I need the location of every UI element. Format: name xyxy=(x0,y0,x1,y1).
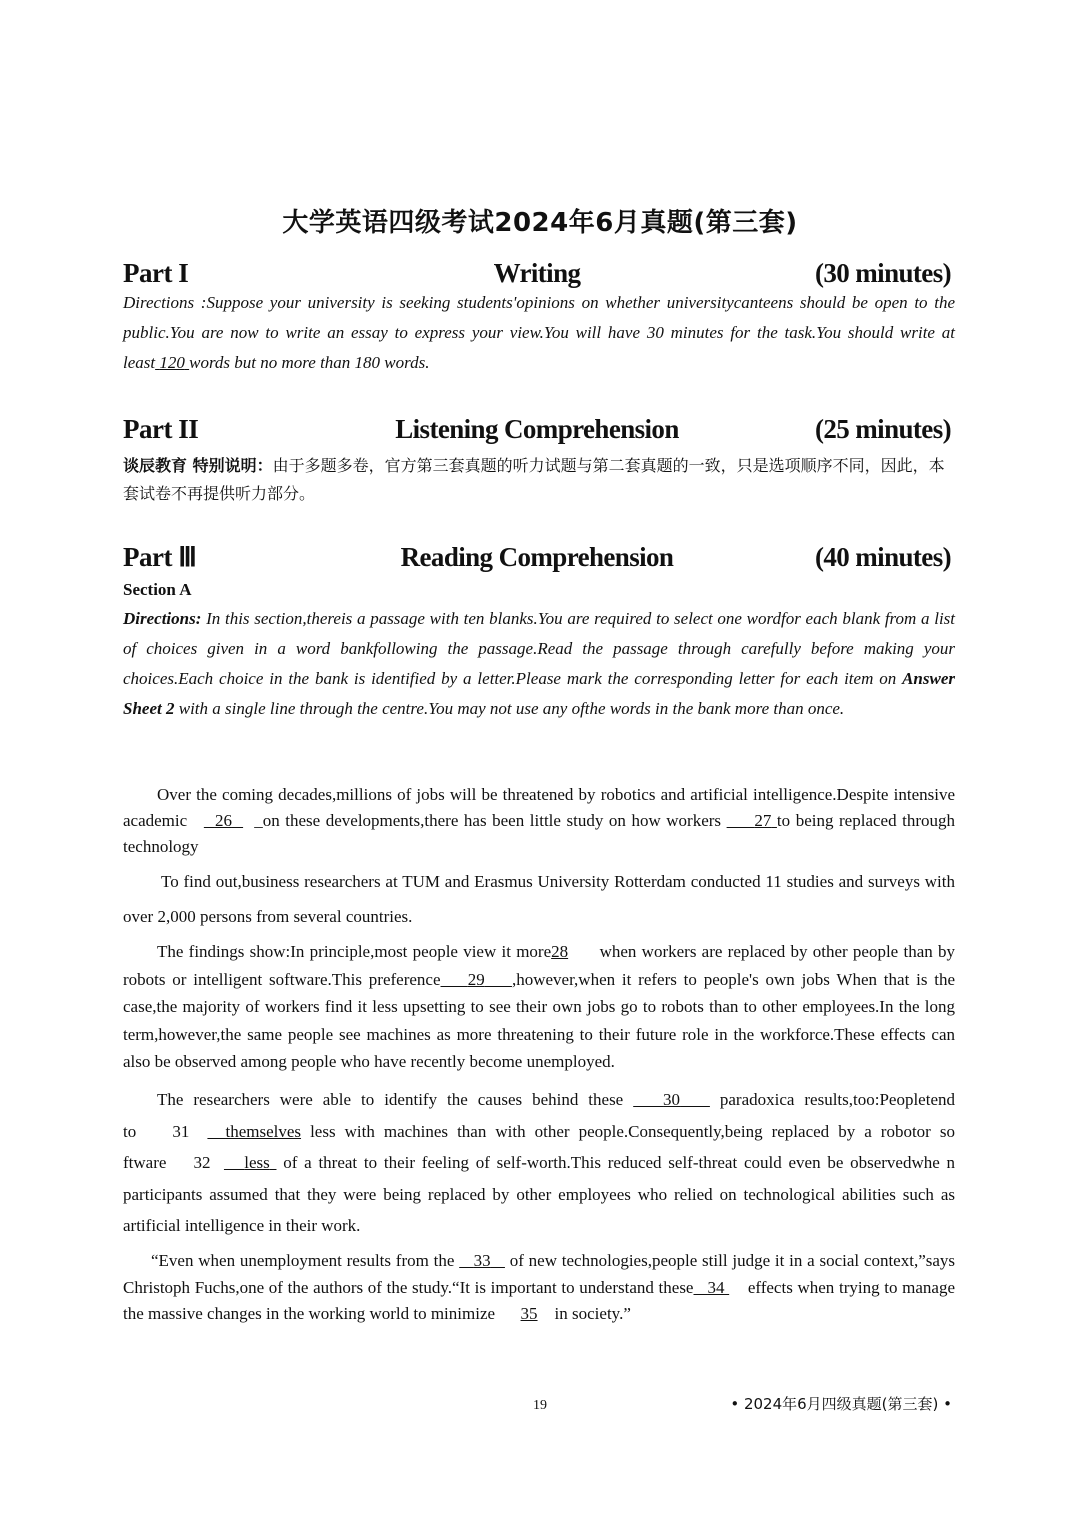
part2-header xyxy=(123,414,951,450)
part1-label: Part I xyxy=(123,258,189,288)
part3-name: Reading Comprehension xyxy=(400,542,674,572)
part3-label: Part Ⅲ xyxy=(123,542,197,572)
part1-time: (30 minutes) xyxy=(814,258,951,288)
blank-31: 31 themselves xyxy=(172,1121,302,1141)
section-heading: Section A xyxy=(123,580,192,599)
passage-paragraph-1: Over the coming decades,millions of jobs will be threatened by robotics and artificial intelligence.Despite intensive academic 26 _on these developments,there has been little study on how workers 27 to being replaced through technology xyxy=(123,785,956,856)
blank-26: 26 xyxy=(214,811,232,830)
answer-sheet-label: Answer Sheet 2 xyxy=(123,669,956,718)
passage-paragraph-3: The findings show:In principle,most people view it more28 when workers are replaced by other people than by robots or intelligent software.This preference 29 ,however,when it refers to people's own jobs When that is the case,the majority of workers find it less upsetting to see their own jobs go to robots than to other employees.In the long term,however,the same people see machines as more threatening to their future role in the workforce.These effects can also be observed among people who have recently become unemployed. xyxy=(123,942,955,1071)
directions-label: Directions: xyxy=(123,609,202,628)
blank-35: 35 xyxy=(520,1304,538,1323)
blank-27: 27 xyxy=(754,811,772,830)
note-label: 谈辰教育 特别说明： xyxy=(123,456,273,475)
part3-directions-a: In this section,thereis a passage with ten blanks.You are required to select one wordfor each blank from a list of choices given in a word bankfollowing the passage.Read the passage through carefully before making your choices.Each choice in the bank is identified by a letter.Please mark the corresponding letter for each item on xyxy=(123,609,956,688)
blank-30: 30 xyxy=(663,1090,681,1109)
part2-label: Part II xyxy=(123,414,199,444)
blank-34: 34 xyxy=(707,1277,725,1297)
part1-name: Writing xyxy=(493,258,581,288)
running-footer: • 2024年6月四级真题(第三套) • xyxy=(730,1395,952,1413)
part3-directions xyxy=(123,604,955,724)
part3-directions-b: with a single line through the centre.You may not use any ofthe words in the bank more than once. xyxy=(178,699,845,718)
part3-header xyxy=(123,542,951,578)
part2-name: Listening Comprehension xyxy=(395,414,679,444)
passage-paragraph-4: The researchers were able to identify the causes behind these 30 paradoxica results,too:Peopletend to 31 themselves less with machines than with other people.Consequently,being replaced by a robotor so ftware 32 less of a threat to their feeling of self-worth.This reduced self-threat could even be observedwhe n participants assumed that they were being replaced by other employees who relied on technological abilities such as artificial intelligence in their work. xyxy=(123,1090,956,1235)
page-number: 19 xyxy=(533,1398,547,1413)
blank-33: 33 xyxy=(473,1251,491,1270)
passage-paragraph-2: To find out,business researchers at TUM and Erasmus University Rotterdam conducted 11 studies and surveys with over 2,000 persons from several countries. xyxy=(123,872,955,926)
blank-28: 28 xyxy=(551,942,569,961)
part1-directions-b: words but no more than 180 words. xyxy=(189,353,430,372)
page-title: 大学英语四级考试2024年6月真题(第三套) xyxy=(282,208,798,238)
word-min: 120 xyxy=(159,353,185,372)
blank-29: 29 xyxy=(467,969,485,989)
passage-paragraph-5: “Even when unemployment results from the 33 of new technologies,people still judge it in a social context,”says Christoph Fuchs,one of the authors of the study.“It is important to understand these 34 effects when trying to manage the massive changes in the working world to minimize 35 in society.” xyxy=(123,1251,956,1323)
part2-time: (25 minutes) xyxy=(814,414,951,444)
part2-note xyxy=(123,452,955,508)
blank-32: 32 less xyxy=(193,1153,270,1172)
note-text: 由于多题多卷，官方第三套真题的听力试题与第二套真题的一致，只是选项顺序不同，因此，本套试卷不再提供听力部分。 xyxy=(123,456,945,503)
part1-directions-a: Directions :Suppose your university is seeking students'opinions on whether universitycanteens should be open to the public.You are now to write an essay to express your view.You will have 30 minutes for the task.You should write at least xyxy=(123,293,955,372)
part1-directions xyxy=(123,288,955,378)
part3-time: (40 minutes) xyxy=(814,542,951,572)
